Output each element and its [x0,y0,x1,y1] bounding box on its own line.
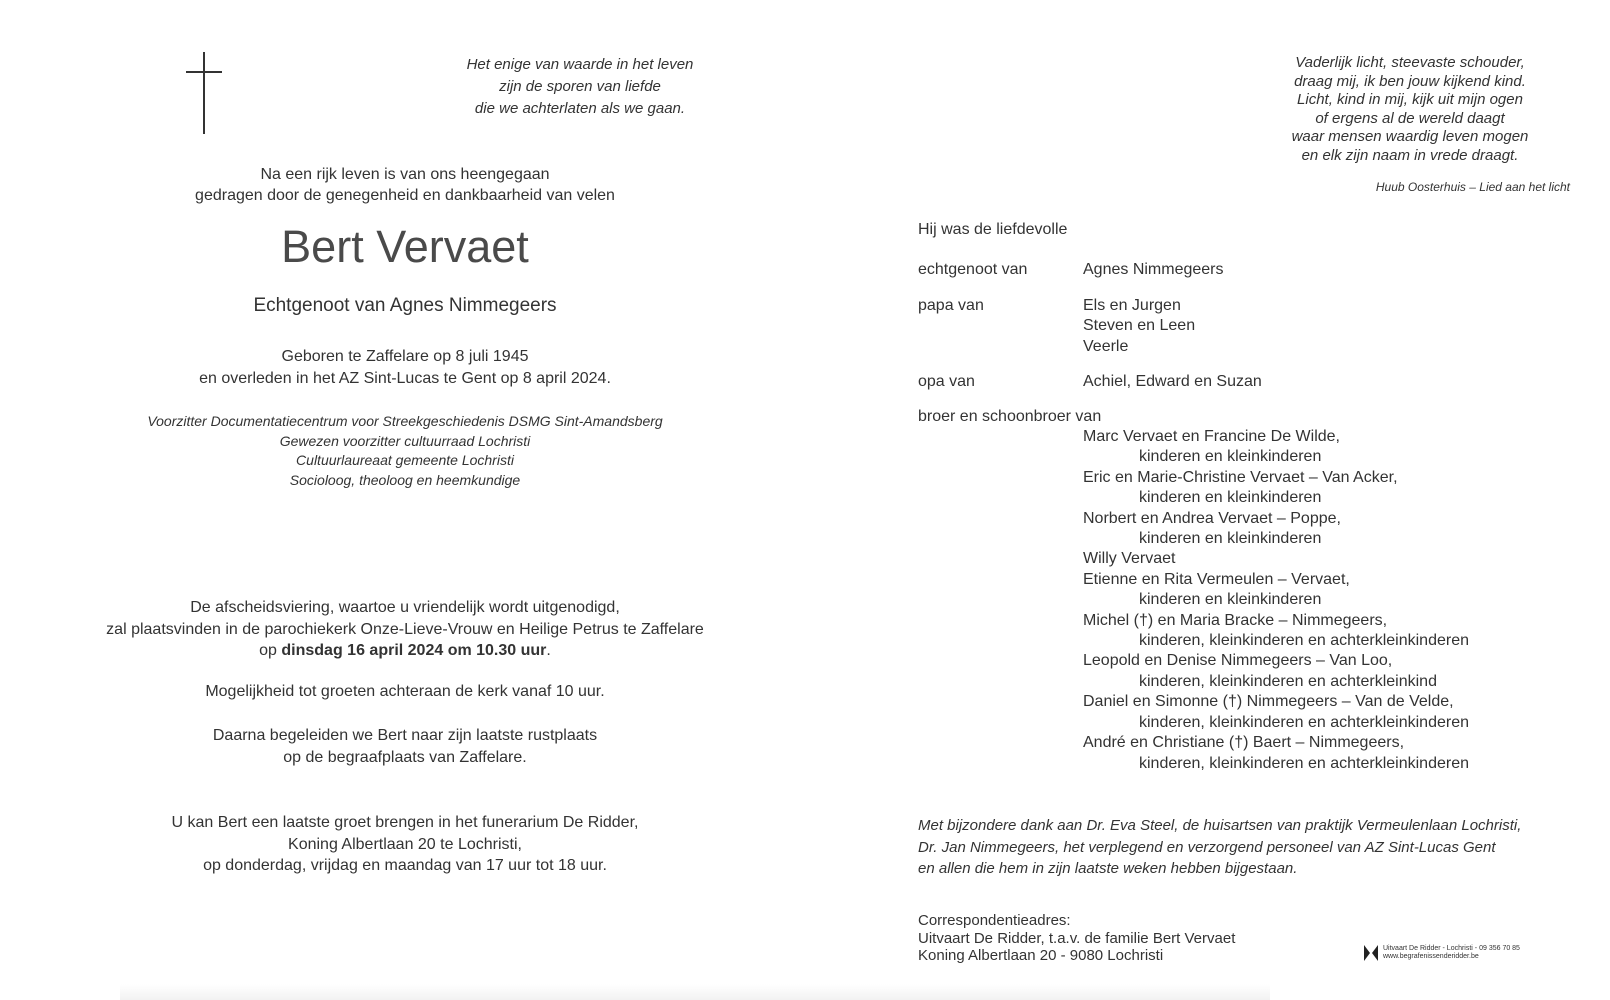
roles-list: Voorzitter Documentatiecentrum voor Streekgeschiedenis DSMG Sint-Amandsberg Gewezen voorzitter cultuurraad Lochristi Cultuurlaureaat gemeente Lochristi Socioloog, theoloog en heemkundige [147,413,663,488]
sibling-descendants: kinderen, kleinkinderen en achterkleinkind [1139,672,1437,690]
funeral-home-text: U kan Bert een laatste groet brengen in het funerarium De Ridder, Koning Albertlaan 20 te Lochristi, op donderdag, vrijdag en maandag van 17 uur tot 18 uur. [171,814,639,874]
greeting-text: Mogelijkheid tot groeten achteraan de kerk vanaf 10 uur. [205,683,605,700]
correspondence-address: Correspondentieadres: Uitvaart De Ridder, t.a.v. de familie Bert Vervaet Koning Albertlaan 20 - 9080 Lochristi [918,912,1236,964]
sibling-entry: Leopold en Denise Nimmegeers – Van Loo, [1083,652,1393,670]
sibling-entry: Etienne en Rita Vermeulen – Vervaet, [1083,570,1350,588]
sibling-entry: Michel (†) en Maria Bracke – Nimmegeers, [1083,611,1388,629]
funeral-home-logo [1364,944,1520,962]
birth-death-text: Geboren te Zaffelare op 8 juli 1945 en overleden in het AZ Sint-Lucas te Gent op 8 april 2024. [199,348,611,387]
de-ridder-logo-icon [1364,945,1378,961]
opa-names: Achiel, Edward en Suzan [1083,373,1262,390]
spouse-line: Echtgenoot van Agnes Nimmegeers [253,295,557,316]
siblings-label: broer en schoonbroer van [918,408,1102,425]
left-quote: Het enige van waarde in het leven zijn de sporen van liefde die we achterlaten als we gaan. [466,56,694,117]
page-shadow [120,984,1270,1000]
sibling-descendants: kinderen en kleinkinderen [1139,448,1322,466]
ceremony-date-line: op dinsdag 16 april 2024 om 10.30 uur. [259,642,551,659]
quote-credit: Huub Oosterhuis – Lied aan het licht [1375,180,1570,194]
sibling-entry: Daniel en Simonne (†) Nimmegeers – Van de Velde, [1083,693,1454,711]
sibling-descendants: kinderen, kleinkinderen en achterkleinkinderen [1139,754,1469,772]
sibling-entry: Marc Vervaet en Francine De Wilde, [1083,428,1340,445]
sibling-descendants: kinderen en kleinkinderen [1139,489,1322,507]
sibling-descendants: kinderen en kleinkinderen [1139,530,1322,548]
sibling-entry: Norbert en Andrea Vervaet – Poppe, [1083,509,1341,527]
sibling-descendants: kinderen, kleinkinderen en achterkleinkinderen [1139,632,1469,650]
ceremony-date: dinsdag 16 april 2024 om 10.30 uur [281,642,547,659]
ceremony-text: De afscheidsviering, waartoe u vriendelijk wordt uitgenodigd, zal plaatsvinden in de parochiekerk Onze-Lieve-Vrouw en Heilige Petrus te Zaffelare op dinsdag 16 april 2024 om 10.30 uur. [60,597,750,662]
burial-text: Daarna begeleiden we Bert naar zijn laatste rustplaats op de begraafplaats van Zaffelare. [212,727,598,766]
opa-label: opa van [918,373,975,390]
sibling-descendants: kinderen en kleinkinderen [1139,591,1322,609]
papa-names: Els en Jurgen Steven en Leen Veerle [1083,297,1196,355]
siblings-list [1083,427,1469,774]
sibling-descendants: kinderen, kleinkinderen en achterkleinkinderen [1139,713,1469,731]
cross-icon [186,52,222,134]
thanks-text: Met bijzondere dank aan Dr. Eva Steel, de huisartsen van praktijk Vermeulenlaan Lochristi, Dr. Jan Nimmegeers, het verplegend en verzorgend personeel van AZ Sint-Lucas Gent en allen die hem in zijn laatste weken hebben bijgestaan. [918,817,1522,877]
spouse-names: Agnes Nimmegeers [1083,261,1224,278]
sibling-entry: Willy Vervaet [1083,550,1176,568]
papa-label: papa van [918,297,984,314]
intro-text: Na een rijk leven is van ons heengegaan gedragen door de genegenheid en dankbaarheid van velen [195,166,615,204]
spouse-label: echtgenoot van [918,261,1028,278]
deceased-name: Bert Vervaet [281,221,529,272]
sibling-entry: André en Christiane (†) Baert – Nimmegeers, [1083,734,1405,752]
right-quote: Vaderlijk licht, steevaste schouder, draag mij, ik ben jouw kijkend kind. Licht, kind in mij, kijk uit mijn ogen of ergens al de wereld daagt waar mensen waardig leven mogen en elk zijn naam in vrede draagt. [1291,54,1529,164]
sibling-entry: Eric en Marie-Christine Vervaet – Van Acker, [1083,468,1398,486]
family-intro: Hij was de liefdevolle [918,221,1068,238]
logo-text: Uitvaart De Ridder - Lochristi - 09 356 70 85 www.begrafenissenderidder.be [1383,944,1520,960]
